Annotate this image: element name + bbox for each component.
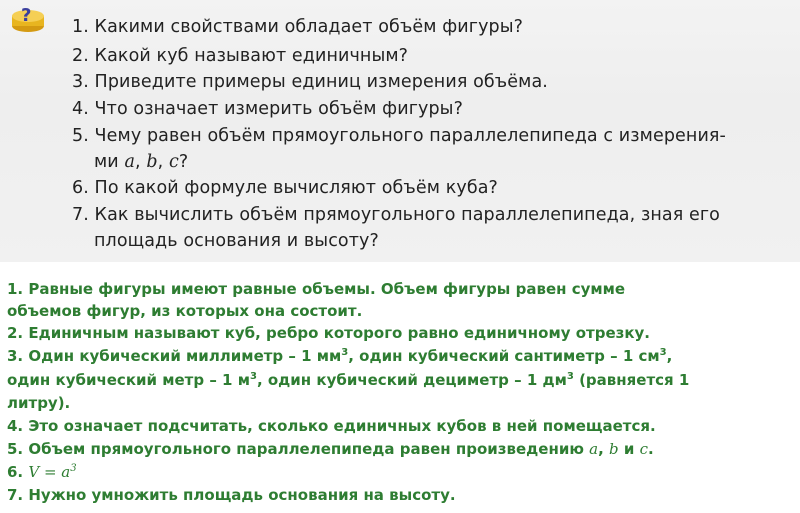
- question-5-line-1: 5. Чему равен объём прямоугольного параллелепипеда с измерения-: [72, 126, 726, 146]
- answer-6: [7, 463, 77, 481]
- variable-a: a: [589, 440, 599, 458]
- question-7-line-2: площадь основания и высоту?: [94, 231, 379, 251]
- answer-5-text: 5. Объем прямоугольного параллелепипеда равен произведению: [7, 440, 590, 458]
- answer-5: [7, 440, 654, 458]
- exponent: 3: [70, 463, 77, 474]
- question-5-line-2: [94, 152, 188, 172]
- question-mark-icon: [10, 4, 46, 34]
- variable-c: c: [639, 440, 648, 458]
- answer-1-line-2: объемов фигур, из которых она состоит.: [7, 302, 363, 320]
- period: .: [648, 440, 654, 458]
- separator: ,: [135, 152, 147, 172]
- answer-3-line-3: литру).: [7, 394, 71, 412]
- question-mark: ?: [178, 152, 189, 172]
- answer-3-text: , один кубический дециметр – 1 дм: [256, 371, 567, 389]
- answer-3-text: ,: [666, 347, 673, 365]
- answer-7: 7. Нужно умножить площадь основания на высоту.: [7, 486, 456, 504]
- exponent: 3: [659, 347, 667, 358]
- question-6: 6. По какой формуле вычисляют объём куба?: [72, 178, 498, 198]
- answer-3-text: (равняется 1: [573, 371, 690, 389]
- variable-c: c: [168, 152, 179, 172]
- svg-text:?: ?: [21, 5, 32, 26]
- answer-4: 4. Это означает подсчитать, сколько единичных кубов в ней помещается.: [7, 417, 656, 435]
- question-5-prefix: ми: [94, 152, 125, 172]
- question-4: 4. Что означает измерить объём фигуры?: [72, 99, 463, 119]
- separator: ,: [157, 152, 169, 172]
- answer-3-text: 3. Один кубический миллиметр – 1 мм: [7, 347, 342, 365]
- answer-3-line-2: [7, 371, 689, 389]
- exponent: 3: [566, 371, 574, 382]
- answer-1-line-1: 1. Равные фигуры имеют равные объемы. Объем фигуры равен сумме: [7, 280, 626, 298]
- variable-b: b: [146, 152, 158, 172]
- answer-6-prefix: 6.: [7, 463, 29, 481]
- answer-3-line-1: [7, 347, 672, 365]
- answer-3-text: , один кубический сантиметр – 1 см: [348, 347, 660, 365]
- variable-a: a: [124, 152, 135, 172]
- question-1: 1. Какими свойствами обладает объём фигуры?: [72, 17, 524, 37]
- question-7-line-1: 7. Как вычислить объём прямоугольного параллелепипеда, зная его: [72, 205, 720, 225]
- answer-3-text: один кубический метр – 1 м: [7, 371, 250, 389]
- question-3: 3. Приведите примеры единиц измерения объёма.: [72, 72, 548, 92]
- cube-volume-formula: V = a: [28, 463, 71, 481]
- separator: ,: [598, 440, 610, 458]
- question-2: 2. Какой куб называют единичным?: [72, 46, 409, 66]
- answer-2: 2. Единичным называют куб, ребро которого равно единичному отрезку.: [7, 324, 651, 342]
- exponent: 3: [249, 371, 257, 382]
- exponent: 3: [341, 347, 349, 358]
- conjunction: и: [618, 440, 640, 458]
- variable-b: b: [609, 440, 619, 458]
